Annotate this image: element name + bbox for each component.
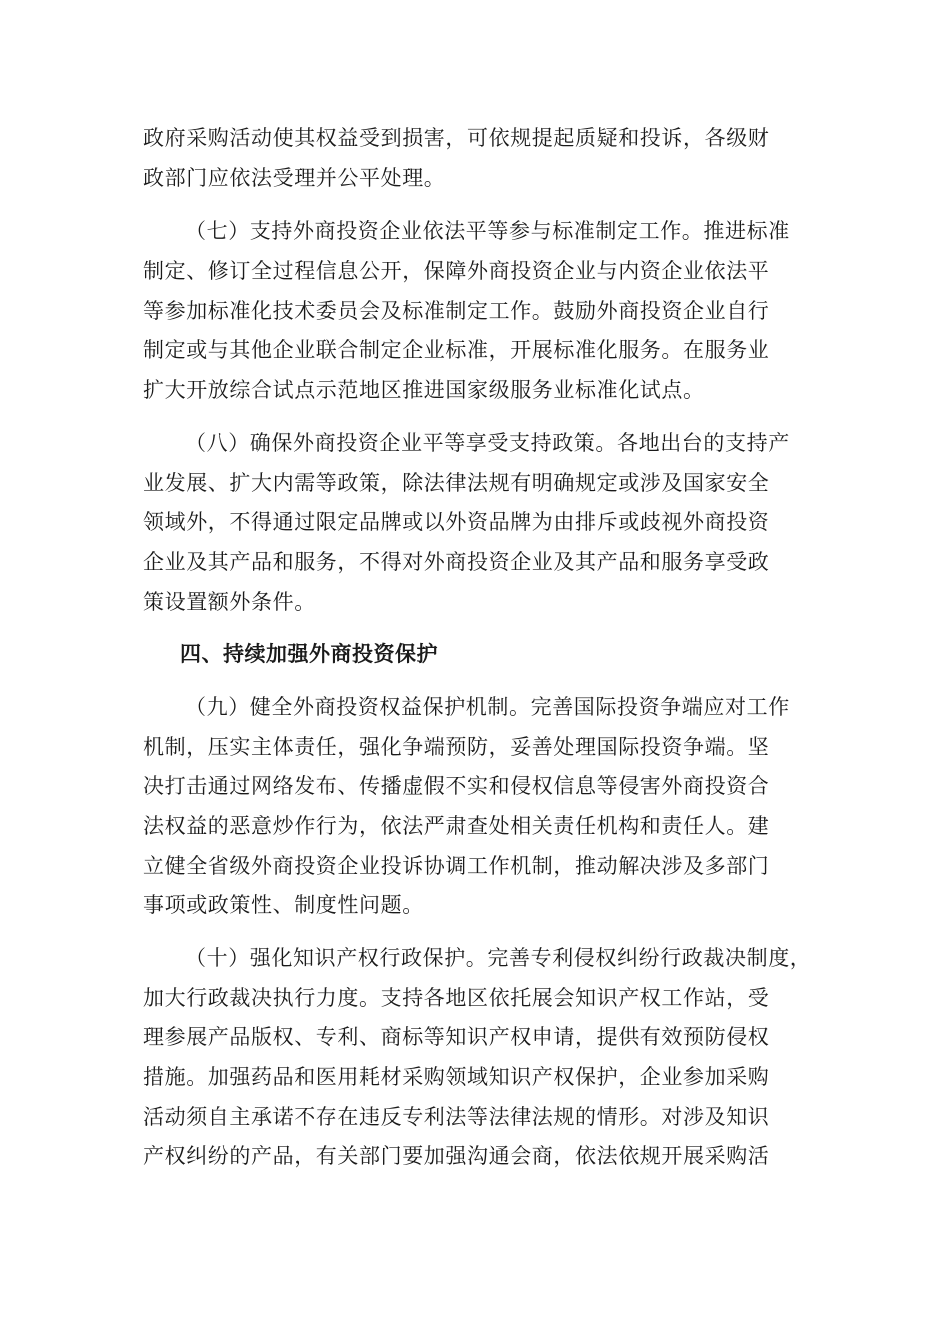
paragraph-line: 加大行政裁决执行力度。支持各地区依托展会知识产权工作站，受 xyxy=(143,986,770,1010)
paragraph-line: 企业及其产品和服务，不得对外商投资企业及其产品和服务享受政 xyxy=(143,550,770,574)
paragraph-line: 制定、修订全过程信息公开，保障外商投资企业与内资企业依法平 xyxy=(143,259,770,283)
paragraph-line: 事项或政策性、制度性问题。 xyxy=(143,893,424,917)
paragraph-line: 产权纠纷的产品，有关部门要加强沟通会商，依法依规开展采购活 xyxy=(143,1144,770,1168)
paragraph-line: 立健全省级外商投资企业投诉协调工作机制，推动解决涉及多部门 xyxy=(143,854,770,878)
paragraph-line: 领域外，不得通过限定品牌或以外资品牌为由排斥或歧视外商投资 xyxy=(143,510,770,534)
paragraph-line: 理参展产品版权、专利、商标等知识产权申请，提供有效预防侵权 xyxy=(143,1025,770,1049)
paragraph-line: 政部门应依法受理并公平处理。 xyxy=(143,166,446,190)
paragraph-7-line: （七）支持外商投资企业依法平等参与标准制定工作。推进标准 xyxy=(185,219,790,243)
paragraph-line: 决打击通过网络发布、传播虚假不实和侵权信息等侵害外商投资合 xyxy=(143,774,770,798)
paragraph-9-line: （九）健全外商投资权益保护机制。完善国际投资争端应对工作 xyxy=(185,695,790,719)
paragraph-line: 法权益的恶意炒作行为，依法严肃查处相关责任机构和责任人。建 xyxy=(143,814,770,838)
section-heading: 四、持续加强外商投资保护 xyxy=(180,642,438,666)
paragraph-line: 活动须自主承诺不存在违反专利法等法律法规的情形。对涉及知识 xyxy=(143,1105,770,1129)
paragraph-line: 等参加标准化技术委员会及标准制定工作。鼓励外商投资企业自行 xyxy=(143,299,770,323)
paragraph-10-line: （十）强化知识产权行政保护。完善专利侵权纠纷行政裁决制度， xyxy=(185,946,812,970)
paragraph-line: 扩大开放综合试点示范地区推进国家级服务业标准化试点。 xyxy=(143,378,705,402)
paragraph-line: 业发展、扩大内需等政策，除法律法规有明确规定或涉及国家安全 xyxy=(143,471,770,495)
paragraph-line: 政府采购活动使其权益受到损害，可依规提起质疑和投诉，各级财 xyxy=(143,126,770,150)
paragraph-8-line: （八）确保外商投资企业平等享受支持政策。各地出台的支持产 xyxy=(185,431,790,455)
paragraph-line: 措施。加强药品和医用耗材采购领域知识产权保护，企业参加采购 xyxy=(143,1065,770,1089)
paragraph-line: 策设置额外条件。 xyxy=(143,590,316,614)
paragraph-line: 制定或与其他企业联合制定企业标准，开展标准化服务。在服务业 xyxy=(143,338,770,362)
paragraph-line: 机制，压实主体责任，强化争端预防，妥善处理国际投资争端。坚 xyxy=(143,735,770,759)
